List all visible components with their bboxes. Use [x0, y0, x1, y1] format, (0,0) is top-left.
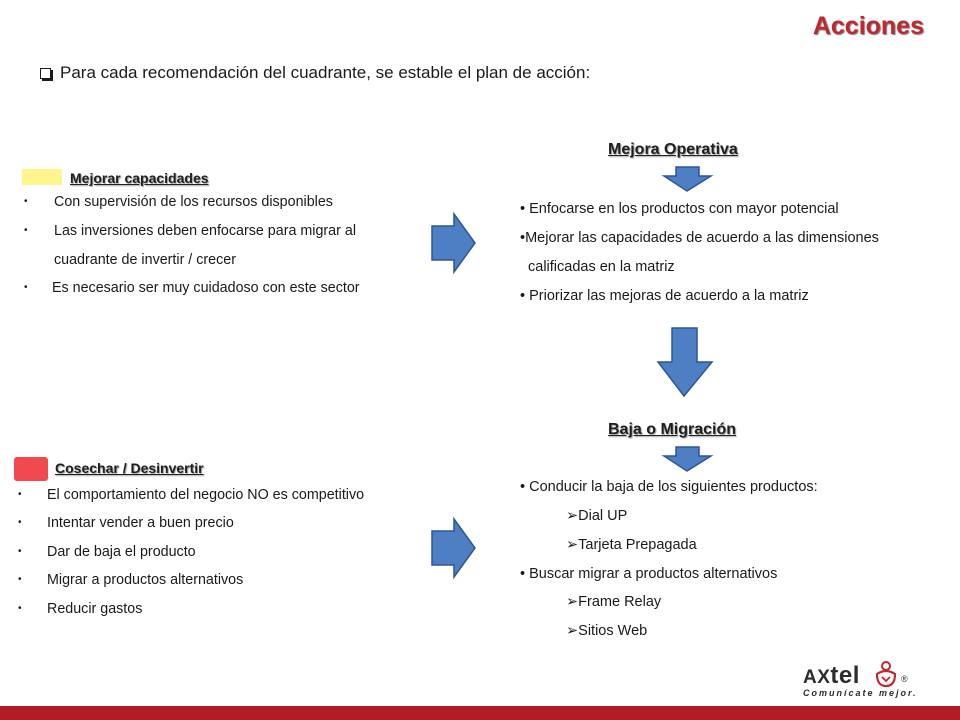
intro-text: Para cada recomendación del cuadrante, se estable el plan de acción: [60, 63, 591, 82]
list-item: Dar de baja el producto [47, 544, 196, 560]
down-arrow-large-icon [656, 326, 714, 398]
arrow-bullet-icon: ➢ [566, 594, 579, 610]
arrow-bullet-icon: ➢ [566, 508, 579, 524]
list-item: • Buscar migrar a productos alternativos [520, 566, 778, 582]
down-arrow-small-icon [663, 446, 713, 472]
axtel-logo: AXtel ® Comunícate mejor. [803, 662, 918, 698]
mejorar-capacidades-label: Mejorar capacidades [70, 170, 209, 186]
list-item: El comportamiento del negocio NO es competitivo [47, 487, 365, 503]
list-item-continuation: cuadrante de invertir / crecer [54, 252, 236, 268]
list-item-continuation: calificadas en la matriz [528, 259, 675, 275]
list-item: Las inversiones deben enfocarse para migrar al [54, 223, 356, 239]
down-arrow-small-icon [663, 166, 713, 192]
sub-list-item: ➢Tarjeta Prepagada [566, 537, 697, 553]
bottom-left-list: • El comportamiento del negocio NO es competitivo • Intentar vender a buen precio • Dar de baja el producto • Migrar a productos alternativos • Reducir gastos [18, 487, 365, 617]
baja-migracion-heading: Baja o Migración [608, 421, 737, 438]
list-item: Con supervisión de los recursos disponibles [54, 194, 333, 210]
list-item: Es necesario ser muy cuidadoso con este sector [52, 280, 360, 296]
sub-list-item: ➢Frame Relay [566, 594, 662, 610]
list-item: Intentar vender a buen precio [47, 515, 234, 531]
list-item: •Mejorar las capacidades de acuerdo a las dimensiones [520, 230, 879, 246]
slide-title: Acciones [812, 12, 924, 40]
intro-line [40, 63, 590, 83]
sub-list-item: ➢Sitios Web [566, 623, 648, 639]
list-item: Reducir gastos [47, 601, 143, 617]
bottom-right-list [520, 479, 940, 649]
red-quadrant-chip [14, 457, 48, 481]
right-arrow-icon [430, 212, 478, 274]
yellow-quadrant-chip [22, 169, 62, 185]
arrow-bullet-icon: ➢ [566, 537, 579, 553]
checkbox-bullet-icon [40, 68, 51, 79]
right-arrow-icon [430, 517, 478, 579]
sub-list-item: ➢Dial UP [566, 508, 628, 524]
mejora-operativa-heading: Mejora Operativa [608, 141, 738, 158]
arrow-bullet-icon: ➢ [566, 623, 579, 639]
list-item: • Enfocarse en los productos con mayor potencial [520, 201, 839, 217]
list-item: • Conducir la baja de los siguientes productos: [520, 479, 818, 495]
axtel-symbol-icon [873, 660, 899, 688]
footer-bar [0, 706, 960, 720]
cosechar-desinvertir-label: Cosechar / Desinvertir [55, 460, 204, 476]
list-item: • Priorizar las mejoras de acuerdo a la matriz [520, 288, 809, 304]
list-item: Migrar a productos alternativos [47, 572, 244, 588]
top-right-list [520, 201, 940, 311]
